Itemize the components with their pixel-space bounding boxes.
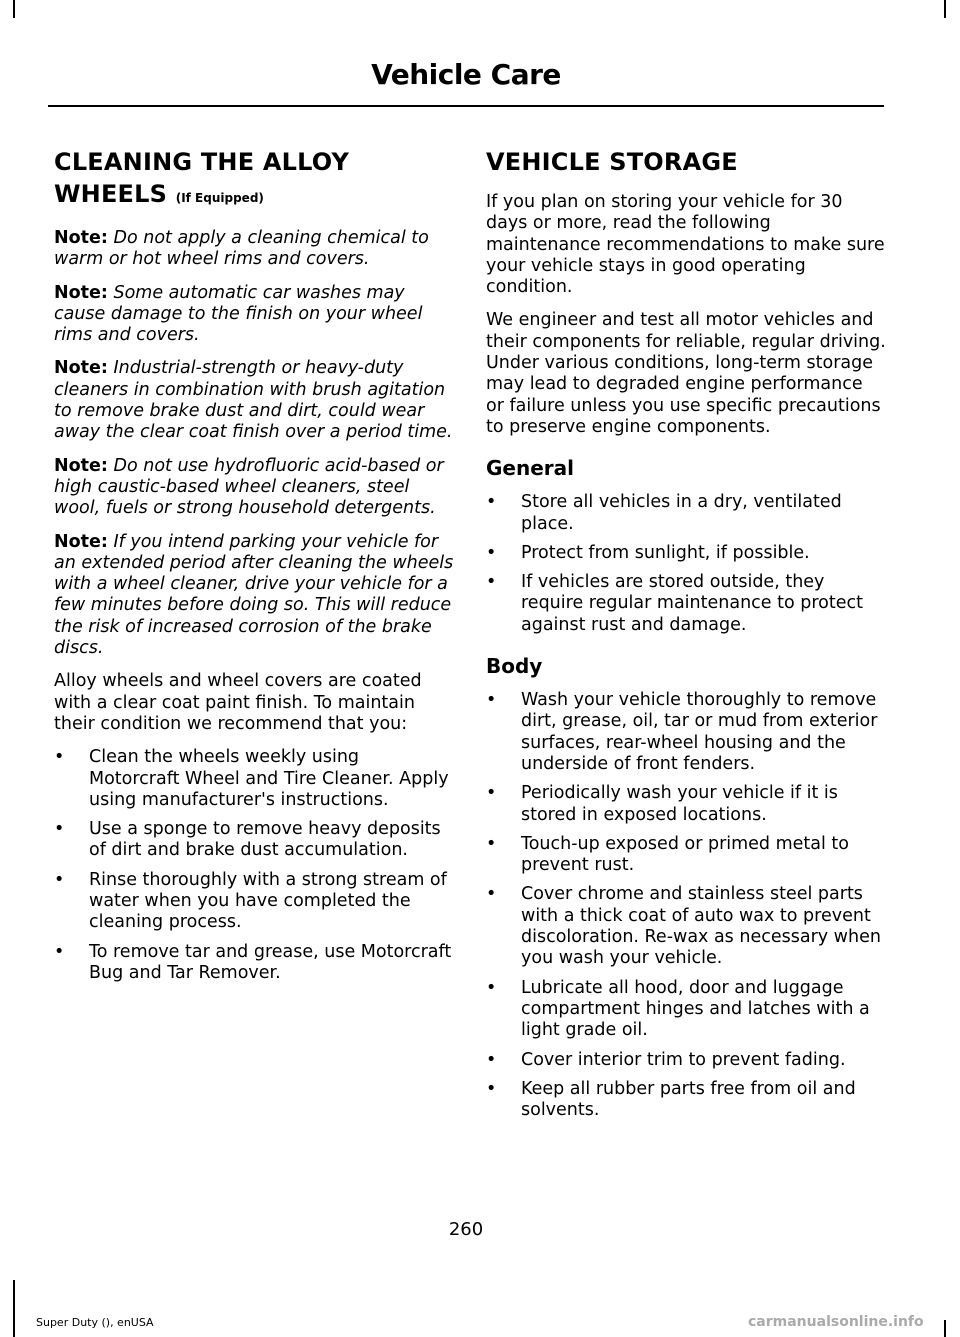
note-label: Note:	[54, 228, 108, 248]
list-item	[486, 543, 886, 564]
list-item	[486, 572, 886, 636]
list-item	[54, 942, 454, 985]
header-rule	[48, 105, 884, 107]
page-number: 260	[448, 1219, 484, 1240]
note-label: Note:	[54, 531, 108, 552]
bullet-glyph: •	[486, 572, 497, 593]
storage-paragraph-2: We engineer and test all motor vehicles and their components for reliable, regular driving. Under various conditions, long-term storage may lead to degraded engine performance or failure unless you use specific precautions to preserve engine components.	[486, 310, 886, 437]
list-item-text: Use a sponge to remove heavy deposits of dirt and brake dust accumulation.	[89, 819, 441, 861]
note-label: Note:	[54, 358, 108, 379]
bullet-glyph: •	[486, 1049, 497, 1070]
note-text: If you intend parking your vehicle for an extended period after cleaning the wheels with a wheel cleaner, drive your vehicle for a few minutes before doing so. This will reduce the risk of increased corrosion of the brake discs.	[54, 531, 454, 659]
note-5	[54, 532, 454, 660]
crop-mark-bottom-right	[944, 1320, 946, 1337]
heading-suffix: (If Equipped)	[175, 191, 264, 205]
bullet-glyph: •	[54, 747, 65, 768]
crop-mark-bottom-left	[13, 1280, 15, 1337]
crop-mark-top-left	[13, 0, 15, 18]
alloy-intro-paragraph: Alloy wheels and wheel covers are coated with a clear coat paint finish. To maintain their condition we recommend that you:	[54, 671, 422, 734]
bullet-glyph: •	[54, 869, 65, 890]
general-bullet-list	[486, 492, 886, 636]
list-item-text: Store all vehicles in a dry, ventilated place.	[521, 492, 842, 534]
bullet-glyph: •	[54, 819, 65, 840]
list-item-text: Touch-up exposed or primed metal to prevent rust.	[521, 833, 849, 876]
list-item-text: Periodically wash your vehicle if it is stored in exposed locations.	[521, 783, 838, 825]
bullet-glyph: •	[486, 884, 497, 905]
subheading-general: General	[486, 456, 574, 481]
list-item	[486, 1050, 886, 1071]
watermark-link[interactable]: carmanualsonline.info	[748, 1314, 924, 1330]
bullet-glyph: •	[486, 492, 497, 513]
list-item-text: Lubricate all hood, door and luggage compartment hinges and latches with a light grade oil.	[521, 977, 870, 1041]
subheading-body: Body	[486, 654, 543, 679]
note-3	[54, 358, 454, 443]
list-item-text: Clean the wheels weekly using Motorcraft Wheel and Tire Cleaner. Apply using manufacturer's instructions.	[89, 747, 449, 810]
section-heading-alloy-wheels	[54, 146, 454, 214]
list-item	[486, 690, 886, 775]
list-item	[486, 884, 886, 969]
list-item-text: Keep all rubber parts free from oil and solvents.	[521, 1078, 856, 1121]
bullet-glyph: •	[486, 1078, 497, 1099]
list-item	[54, 870, 454, 934]
note-label: Note:	[54, 455, 108, 476]
list-item-text: Wash your vehicle thoroughly to remove dirt, grease, oil, tar or mud from exterior surfaces, rear-wheel housing and the underside of front fenders.	[521, 690, 878, 774]
alloy-bullet-list	[54, 747, 454, 984]
list-item-text: To remove tar and grease, use Motorcraft Bug and Tar Remover.	[89, 941, 452, 983]
list-item-text: Cover chrome and stainless steel parts with a thick coat of auto wax to prevent discoloration. Re-wax as necessary when you wash your vehicle.	[521, 884, 881, 969]
list-item	[486, 1079, 886, 1122]
list-item-text: If vehicles are stored outside, they require regular maintenance to protect against rust and damage.	[521, 572, 863, 635]
note-text: Some automatic car washes may cause damage to the finish on your wheel rims and covers.	[54, 282, 423, 346]
page-header-title: Vehicle Care	[371, 58, 561, 91]
note-1	[54, 228, 454, 271]
list-item	[486, 492, 886, 535]
note-2	[54, 283, 454, 347]
body-bullet-list	[486, 690, 886, 1121]
storage-paragraph-1: If you plan on storing your vehicle for 30 days or more, read the following maintenance recommendations to make sure your vehicle stays in good operating condition.	[486, 192, 885, 298]
note-4	[54, 456, 454, 520]
bullet-glyph: •	[486, 690, 497, 711]
list-item	[486, 783, 886, 826]
section-heading-vehicle-storage: VEHICLE STORAGE	[486, 148, 738, 176]
note-text: Industrial-strength or heavy-duty cleaners in combination with brush agitation to remove brake dust and dirt, could wear away the clear coat finish over a period time.	[54, 358, 453, 443]
left-column	[54, 146, 454, 992]
list-item	[486, 834, 886, 877]
footer-edition: Super Duty (), enUSA	[36, 1316, 154, 1329]
list-item-text: Cover interior trim to prevent fading.	[521, 1049, 846, 1070]
crop-mark-top-right	[944, 0, 946, 18]
list-item-text: Protect from sunlight, if possible.	[521, 542, 810, 563]
list-item	[54, 747, 454, 811]
bullet-glyph: •	[486, 833, 497, 854]
bullet-glyph: •	[54, 941, 65, 962]
right-column	[486, 146, 886, 1129]
note-label: Note:	[54, 282, 108, 303]
bullet-glyph: •	[486, 977, 497, 998]
bullet-glyph: •	[486, 542, 497, 563]
heading-line-1: CLEANING THE ALLOY	[54, 148, 350, 176]
note-text: Do not apply a cleaning chemical to warm or hot wheel rims and covers.	[54, 228, 429, 270]
note-text: Do not use hydrofluoric acid-based or high caustic-based wheel cleaners, steel wool, fuels or strong household detergents.	[54, 455, 444, 519]
list-item-text: Rinse thoroughly with a strong stream of water when you have completed the cleaning process.	[89, 869, 447, 933]
heading-line-2: WHEELS	[54, 180, 168, 208]
bullet-glyph: •	[486, 783, 497, 804]
list-item	[486, 978, 886, 1042]
list-item	[54, 819, 454, 862]
